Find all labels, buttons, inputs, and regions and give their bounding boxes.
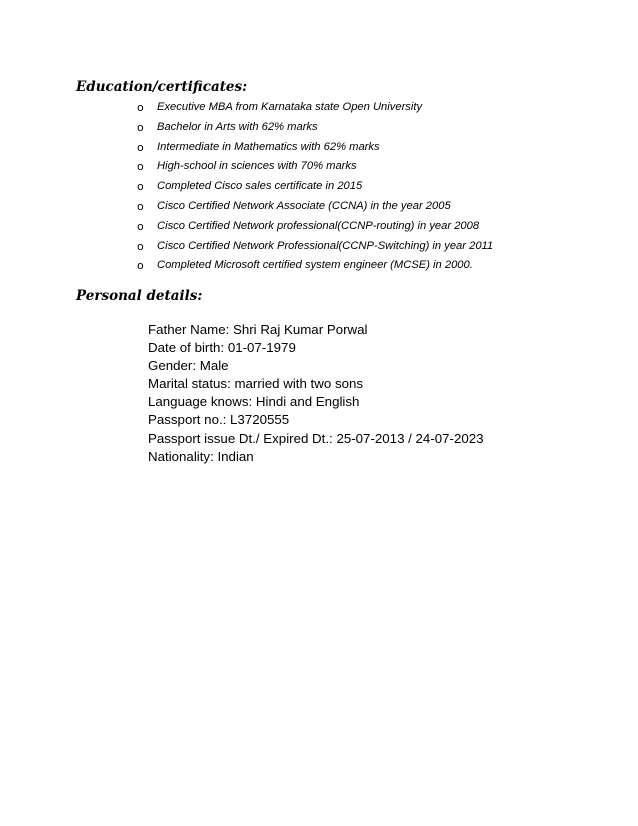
education-item-text: Completed Cisco sales certificate in 2015 — [157, 180, 363, 193]
passport-number-line: Passport no.: L3720555 — [148, 412, 290, 428]
personal-details-heading: Personal details: — [76, 288, 203, 304]
marital-status-line: Marital status: married with two sons — [148, 376, 364, 392]
hollow-circle-bullet-icon: o — [137, 140, 144, 154]
nationality-line: Nationality: Indian — [148, 448, 254, 464]
hollow-circle-bullet-icon: o — [137, 180, 144, 194]
hollow-circle-bullet-icon: o — [137, 160, 144, 174]
hollow-circle-bullet-icon: o — [137, 101, 144, 114]
education-heading: Education/certificates: — [76, 79, 248, 95]
languages-line: Language knows: Hindi and English — [148, 394, 360, 410]
passport-dates-line: Passport issue Dt./ Expired Dt.: 25-07-2013 / 24-07-2023 — [148, 430, 484, 446]
education-item-text: Completed Microsoft certified system engineer (MCSE) in 2000. — [157, 259, 473, 272]
education-item-text: High-school in sciences with 70% marks — [157, 160, 357, 173]
date-of-birth-line: Date of birth: 01-07-1979 — [148, 340, 296, 356]
hollow-circle-bullet-icon: o — [137, 259, 144, 273]
personal-details-block — [148, 321, 484, 466]
hollow-circle-bullet-icon: o — [137, 199, 144, 213]
education-item-text: Bachelor in Arts with 62% marks — [157, 120, 318, 133]
education-item-text: Cisco Certified Network Associate (CCNA) in the year 2005 — [157, 199, 451, 212]
education-item-text: Cisco Certified Network professional(CCNP-routing) in year 2008 — [157, 219, 480, 232]
gender-line: Gender: Male — [148, 358, 229, 374]
hollow-circle-bullet-icon: o — [137, 120, 144, 134]
education-item-text: Cisco Certified Network Professional(CCNP-Switching) in year 2011 — [157, 239, 494, 252]
hollow-circle-bullet-icon: o — [137, 239, 144, 253]
education-item-text: Executive MBA from Karnataka state Open University — [157, 101, 423, 113]
education-item-text: Intermediate in Mathematics with 62% marks — [157, 140, 380, 153]
father-name-line: Father Name: Shri Raj Kumar Porwal — [148, 322, 368, 337]
hollow-circle-bullet-icon: o — [137, 219, 144, 233]
